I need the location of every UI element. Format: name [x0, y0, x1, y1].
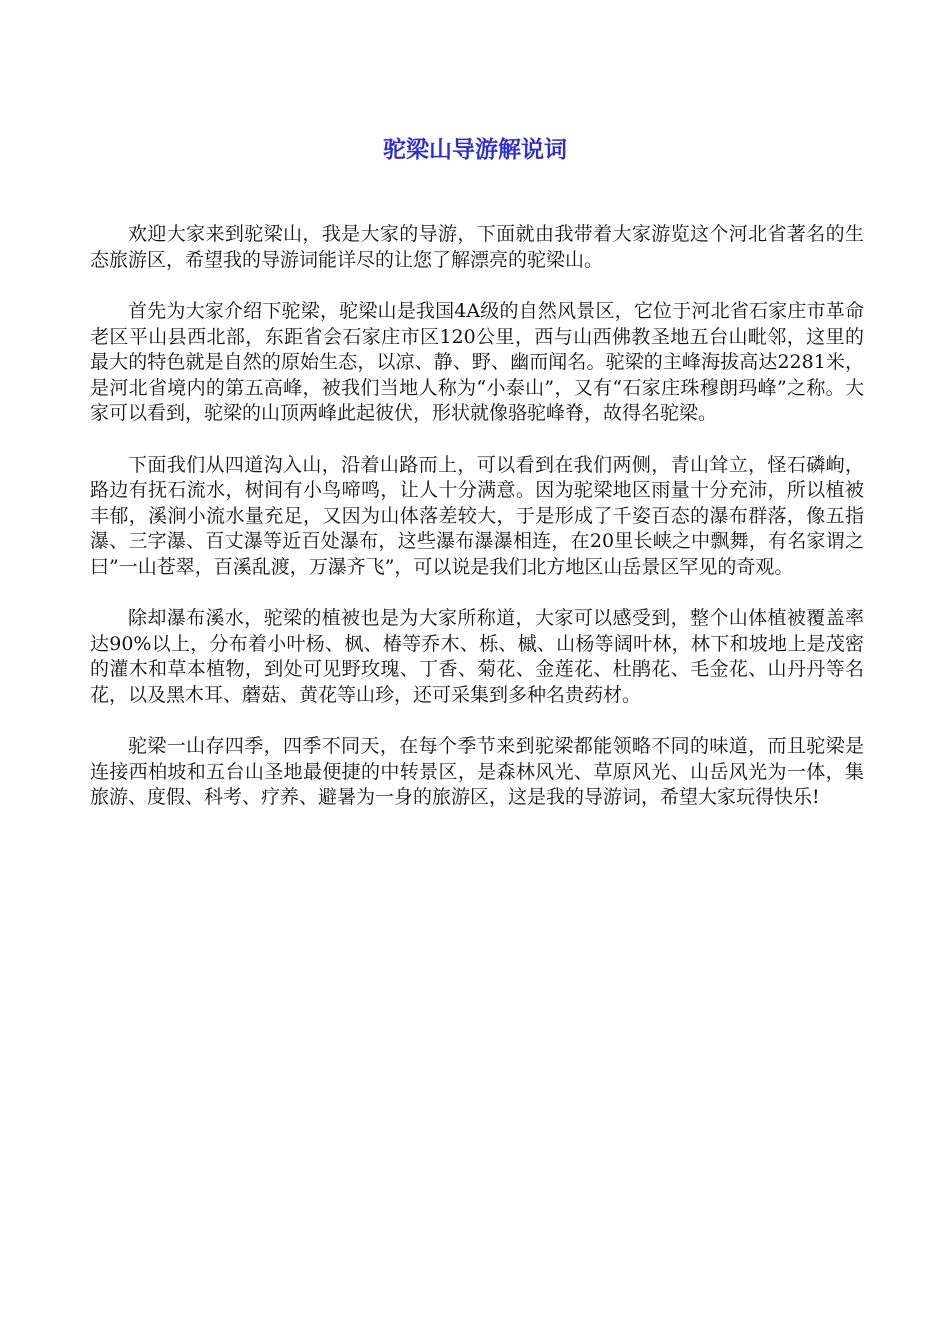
paragraph-waterfalls: 下面我们从四道沟入山，沿着山路而上，可以看到在我们两侧，青山耸立，怪石磷峋，路边有抚石流水，树间有小鸟啼鸣，让人十分满意。因为驼梁地区雨量十分充沛，所以植被丰郁，溪涧小流水量充足，又因为山体落差较大，于是形成了千姿百态的瀑布群落，像五指瀑、三字瀑、百丈瀑等近百处瀑布，这些瀑布瀑瀑相连，在20里长峡之中飘舞，有名家谓之曰”一山苍翠，百溪乱渡，万瀑齐飞”，可以说是我们北方地区山岳景区罕见的奇观。 — [90, 453, 864, 578]
document-title: 驼梁山导游解说词 — [383, 137, 567, 163]
paragraph-vegetation: 除却瀑布溪水，驼梁的植被也是为大家所称道，大家可以感受到，整个山体植被覆盖率达90%以上，分布着小叶杨、枫、椿等乔木、栎、槭、山杨等阔叶林，林下和坡地上是茂密的灌木和草本植物，到处可见野玫瑰、丁香、菊花、金莲花、杜鹃花、毛金花、山丹丹等名花，以及黑木耳、蘑菇、黄花等山珍，还可采集到多种名贵药材。 — [90, 607, 864, 706]
paragraph-closing: 驼梁一山存四季，四季不同天，在每个季节来到驼梁都能领略不同的味道，而且驼梁是连接西柏坡和五台山圣地最便捷的中转景区，是森林风光、草原风光、山岳风光为一体，集旅游、度假、科考、疗养、避暑为一身的旅游区，这是我的导游词，希望大家玩得快乐! — [90, 735, 864, 808]
paragraph-welcome: 欢迎大家来到驼梁山，我是大家的导游，下面就由我带着大家游览这个河北省著名的生态旅游区，希望我的导游词能详尽的让您了解漂亮的驼梁山。 — [90, 223, 864, 271]
document-body — [90, 222, 864, 837]
paragraph-introduction: 首先为大家介绍下驼梁，驼梁山是我国4A级的自然风景区，它位于河北省石家庄市革命老区平山县西北部，东距省会石家庄市区120公里，西与山西佛教圣地五台山毗邻，这里的最大的特色就是自然的原始生态，以凉、静、野、幽而闻名。驼梁的主峰海拔高达2281米，是河北省境内的第五高峰，被我们当地人称为“小泰山”，又有“石家庄珠穆朗玛峰”之称。大家可以看到，驼梁的山顶两峰此起彼伏，形状就像骆驼峰脊，故得名驼梁。 — [90, 300, 864, 424]
